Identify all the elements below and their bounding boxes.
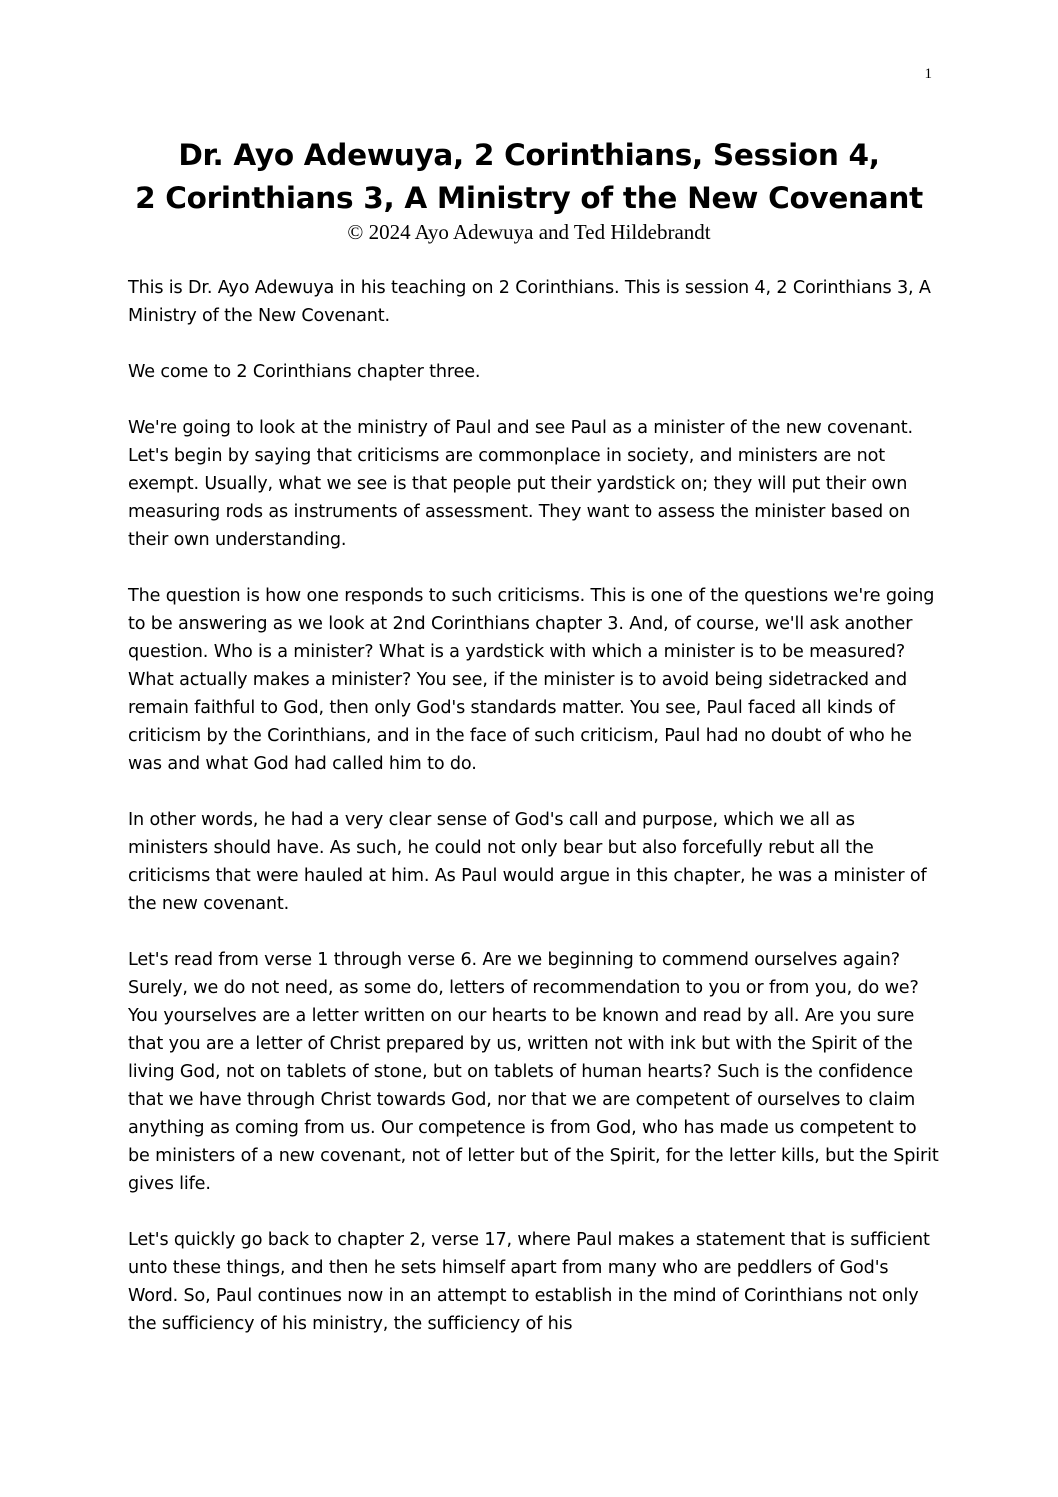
transcript-body [128, 274, 940, 1366]
copyright-line: © 2024 Ayo Adewuya and Ted Hildebrandt [347, 220, 711, 244]
paragraph-call-purpose: In other words, he had a very clear sense of God's call and purpose, which we all as ministers should have. As such, he could not only bear but also forcefully rebut all the criticisms that were hauled at him. As Paul would argue in this chapter, he was a minister of the new covenant. [128, 810, 927, 914]
title-line-1: Dr. Ayo Adewuya, 2 Corinthians, Session 4, [178, 138, 880, 172]
paragraph-criticisms: We're going to look at the ministry of Paul and see Paul as a minister of the new covenant. Let's begin by saying that criticisms are commonplace in society, and ministers are not exempt. Usually, what we see is that people put their yardstick on; they will put their own measuring rods as instruments of assessment. They want to assess the minister based on their own understanding. [128, 418, 913, 550]
paragraph-chapter-2-verse-17: Let's quickly go back to chapter 2, verse 17, where Paul makes a statement that is sufficient unto these things, and then he sets himself apart from many who are peddlers of God's Word. So, Paul continues now in an attempt to establish in the mind of Corinthians not only the sufficiency of his ministry, the sufficiency of his [128, 1230, 930, 1334]
paragraph-intro: This is Dr. Ayo Adewuya in his teaching on 2 Corinthians. This is session 4, 2 Corinthians 3, A Ministry of the New Covenant. [128, 278, 931, 326]
page-number: 1 [924, 66, 932, 82]
title-block [0, 134, 1058, 244]
paragraph-chapter-intro: We come to 2 Corinthians chapter three. [128, 362, 481, 382]
title-line-2: 2 Corinthians 3, A Ministry of the New Covenant [135, 181, 923, 215]
paragraph-question: The question is how one responds to such criticisms. This is one of the questions we're going to be answering as we look at 2nd Corinthians chapter 3. And, of course, we'll ask another question. Who is a minister? What is a yardstick with which a minister is to be measured? What actually makes a minister? You see, if the minister is to avoid being sidetracked and remain faithful to God, then only God's standards matter. You see, Paul faced all kinds of criticism by the Corinthians, and in the face of such criticism, Paul had no doubt of who he was and what God had called him to do. [128, 586, 935, 774]
paragraph-scripture-reading: Let's read from verse 1 through verse 6. Are we beginning to commend ourselves again? Surely, we do not need, as some do, letters of recommendation to you or from you, do we? You yourselves are a letter written on our hearts to be known and read by all. Are you sure that you are a letter of Christ prepared by us, written not with ink but with the Spirit of the living God, not on tablets of stone, but on tablets of human hearts? Such is the confidence that we have through Christ towards God, nor that we are competent of ourselves to claim anything as coming from us. Our competence is from God, who has made us competent to be ministers of a new covenant, not of letter but of the Spirit, for the letter kills, but the Spirit gives life. [128, 950, 939, 1194]
